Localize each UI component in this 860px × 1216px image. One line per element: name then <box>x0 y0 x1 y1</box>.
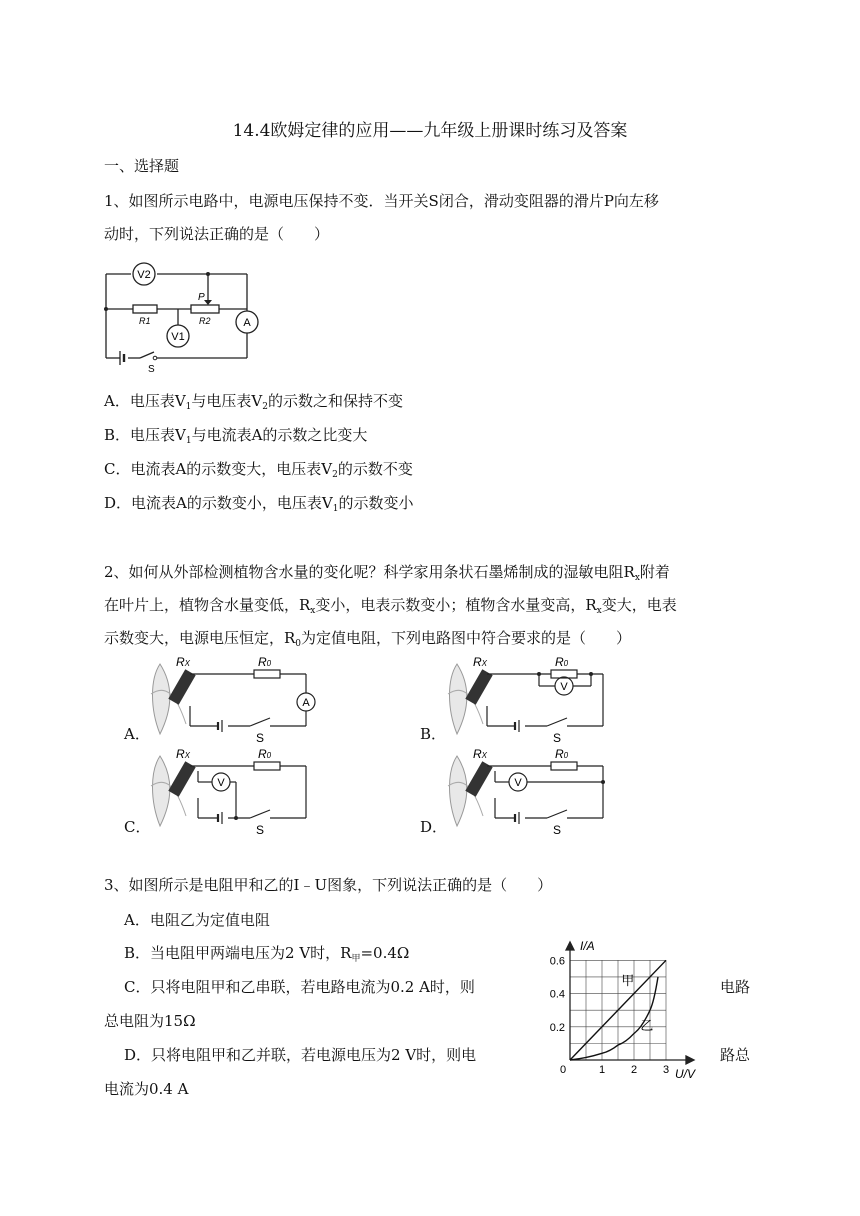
chart-y-axis-label: I/A <box>580 939 595 953</box>
q2-option-a-label: A． <box>124 725 150 743</box>
chart-labels <box>550 955 669 1076</box>
svg-text:RX: RX <box>473 655 488 669</box>
ammeter-label: A <box>243 317 251 329</box>
x-tick-label: 2 <box>630 1064 638 1076</box>
svg-text:R0: R0 <box>555 747 569 761</box>
chart-x-axis-label: U/V <box>675 1067 696 1081</box>
y-tick-label: 0.2 <box>549 1021 565 1034</box>
v1-meter-label: V1 <box>171 331 185 343</box>
q3-option-d-tail: 路总 <box>720 1046 751 1064</box>
q2-circuit-b <box>443 654 623 746</box>
q2-circuit-c <box>146 746 326 838</box>
q2-circuit-a <box>146 654 326 746</box>
q1-option-d: D．电流表A的示数变小，电压表$V_1$的示数变小 <box>104 494 414 514</box>
q3-option-c-line1: C．只将电阻甲和乙串联，若电路电流为0.2 A时，则 <box>124 978 475 996</box>
q3-option-d-line2: 电流为0.4 A <box>104 1080 189 1098</box>
q1-option-b: B．电压表$V_1$与电流表A的示数之比变大 <box>104 426 368 446</box>
q3-stem: 3、如图所示是电阻甲和乙的I﹣U图象，下列说法正确的是（ ） <box>104 876 553 894</box>
svg-text:S: S <box>553 823 562 837</box>
section-heading: 一、选择题 <box>104 157 180 175</box>
q2-option-b-label: B． <box>420 725 447 743</box>
svg-text:RX: RX <box>176 747 191 761</box>
q1-circuit-diagram <box>98 262 270 380</box>
q3-option-a: A．电阻乙为定值电阻 <box>124 911 270 929</box>
v2-meter-label: V2 <box>137 269 151 281</box>
q1-stem-line1: 1、如图所示电路中，电源电压保持不变．当开关S闭合，滑动变阻器的滑片P向左移 <box>104 192 659 210</box>
svg-text:V: V <box>514 777 522 789</box>
svg-text:V: V <box>217 777 225 789</box>
svg-text:V: V <box>560 681 568 693</box>
svg-text:R0: R0 <box>258 655 272 669</box>
page-title: 14.4欧姆定律的应用——九年级上册课时练习及答案 <box>232 121 628 141</box>
svg-text:RX: RX <box>176 655 191 669</box>
q3-option-b: B．当电阻甲两端电压为2 V时，$R_甲=0.4\Omega$ <box>124 944 410 964</box>
svg-text:RX: RX <box>473 747 488 761</box>
iu-chart <box>540 936 708 1082</box>
q2-circuit-d <box>443 746 623 838</box>
q1-option-a: A．电压表$V_1$与电压表$V_2$的示数之和保持不变 <box>104 392 403 412</box>
y-tick-label: 0.4 <box>549 988 565 1001</box>
q2-stem-line2: 在叶片上，植物含水量变低，$R_x$变小，电表示数变小；植物含水量变高，$R_x$变大，电表 <box>104 596 677 616</box>
q2-stem-line3: 示数变大，电源电压恒定，$R_0$为定值电阻，下列电路图中符合要求的是（ ） <box>104 629 632 649</box>
y-tick-label: 0.6 <box>549 955 565 968</box>
q2-option-c-label: C． <box>124 818 151 836</box>
q2-stem-line1: 2、如何从外部检测植物含水量的变化呢？科学家用条状石墨烯制成的湿敏电阻$R_x$附着 <box>104 563 670 583</box>
series-label-jia: 甲 <box>621 973 635 989</box>
q3-option-d-line1: D．只将电阻甲和乙并联，若电源电压为2 V时，则电 <box>124 1046 477 1064</box>
svg-text:R0: R0 <box>258 747 272 761</box>
svg-text:A: A <box>302 697 310 709</box>
r1-label: R1 <box>139 316 151 326</box>
switch-label: S <box>148 364 155 375</box>
q3-option-c-tail: 电路 <box>720 978 751 996</box>
svg-text:S: S <box>256 731 265 745</box>
q3-option-c-line2: 总电阻为15Ω <box>104 1012 196 1030</box>
p-label: P <box>198 292 205 303</box>
x-tick-label: 1 <box>598 1064 606 1076</box>
r2-label: R2 <box>199 316 211 326</box>
svg-text:S: S <box>256 823 265 837</box>
chart-origin-label: 0 <box>560 1064 567 1076</box>
q2-option-d-label: D． <box>420 818 448 836</box>
svg-text:R0: R0 <box>555 655 569 669</box>
svg-text:S: S <box>553 731 562 745</box>
x-tick-label: 3 <box>662 1064 670 1076</box>
q1-stem-line2: 动时，下列说法正确的是（ ） <box>104 225 330 243</box>
series-label-yi: 乙 <box>640 1018 654 1034</box>
q1-option-c: C．电流表A的示数变大，电压表$V_2$的示数不变 <box>104 460 413 480</box>
